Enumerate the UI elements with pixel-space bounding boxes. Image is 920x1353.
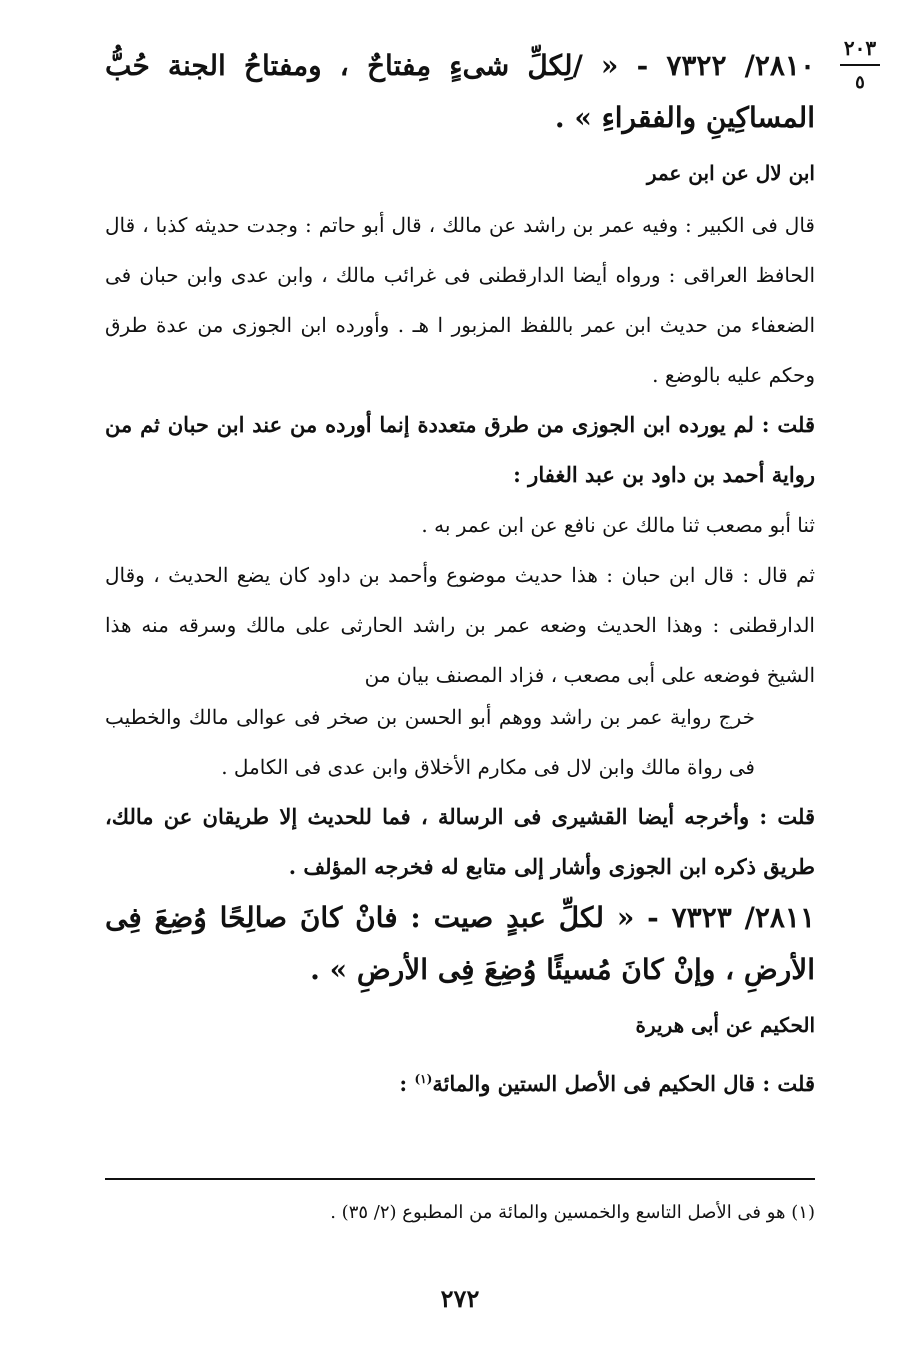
commentary-paragraph-1: قال فى الكبير : وفيه عمر بن راشد عن مالك ، قال أبو حاتم : وجدت حديثه كذبا ، قال الحافظ العراقى : ورواه أيضا الدارقطنى فى غرائب مالك ، وابن عدى وابن حبان فى الضعفاء من حديث ابن عمر باللفظ المزبور ا هـ . وأورده ابن الجوزى من عدة طرق وحكم عليه بالوضع .: [105, 213, 815, 387]
footnote-divider: [105, 1178, 815, 1180]
main-text: [105, 40, 815, 1109]
qult-label: قلت :: [761, 412, 815, 437]
qult-text: قال الحكيم فى الأصل الستين والمائة: [432, 1071, 763, 1096]
footnote-marker: (١): [414, 1072, 433, 1086]
hadith-2811: ٢٨١١/ ٧٣٢٣ - « لكلِّ عبدٍ صيت : فانْ كانَ صالِحًا وُضِعَ فِى الأرضِ ، وإنْ كانَ مُسيئًا وُضِعَ فِى الأرضِ » .: [105, 901, 815, 986]
qult-text: لم يورده ابن الجوزى من طرق متعددة إنما أورده من عند ابن حبان ثم من رواية أحمد بن داود بن عبد الغفار :: [105, 412, 815, 487]
qult-label: قلت :: [759, 804, 815, 829]
commentary-paragraph-2: ثم قال : قال ابن حبان : هذا حديث موضوع وأحمد بن داود كان يضع الحديث ، وقال الدارقطنى : وهذا الحديث وضعه عمر بن راشد الحارثى على مالك وسرقه منه هذا الشيخ فوضعه على أبى مصعب ، فزاد المصنف بيان من: [105, 563, 815, 687]
margin-reference: [840, 38, 880, 92]
qult-paragraph-1: [105, 400, 815, 500]
page-number: ٢٧٢: [440, 1284, 480, 1313]
chain-paragraph: ثنا أبو مصعب ثنا مالك عن نافع عن ابن عمر به .: [421, 513, 815, 537]
qult-tail: :: [399, 1071, 415, 1096]
margin-reference-denominator: ٥: [855, 72, 865, 93]
commentary-paragraph-3: خرج رواية عمر بن راشد ووهم أبو الحسن بن صخر فى عوالى مالك والخطيب فى رواة مالك وابن لال فى مكارم الأخلاق وابن عدى فى الكامل .: [105, 705, 755, 779]
hadith-2810-source: ابن لال عن ابن عمر: [646, 161, 815, 185]
hadith-2811-source: الحكيم عن أبى هريرة: [635, 1013, 815, 1037]
hadith-2810: ٢٨١٠/ ٧٣٢٢ - « /لِكلِّ شىءٍ مِفتاحٌ ، ومفتاحُ الجنة حُبُّ المساكِينِ والفقراءِ » .: [105, 49, 815, 134]
qult-paragraph-3: [105, 1054, 815, 1109]
qult-paragraph-2: [105, 792, 815, 892]
qult-label: قلت :: [762, 1071, 815, 1096]
margin-reference-numerator: ٢٠٣: [840, 38, 880, 66]
qult-text: وأخرجه أيضا القشيرى فى الرسالة ، فما للحديث إلا طريقان عن مالك، طريق ذكره ابن الجوزى وأشار إلى متابع له فخرجه المؤلف .: [105, 804, 815, 879]
footnote: (١) هو فى الأصل التاسع والخمسين والمائة من المطبوع (٢/ ٣٥) .: [330, 1202, 815, 1223]
